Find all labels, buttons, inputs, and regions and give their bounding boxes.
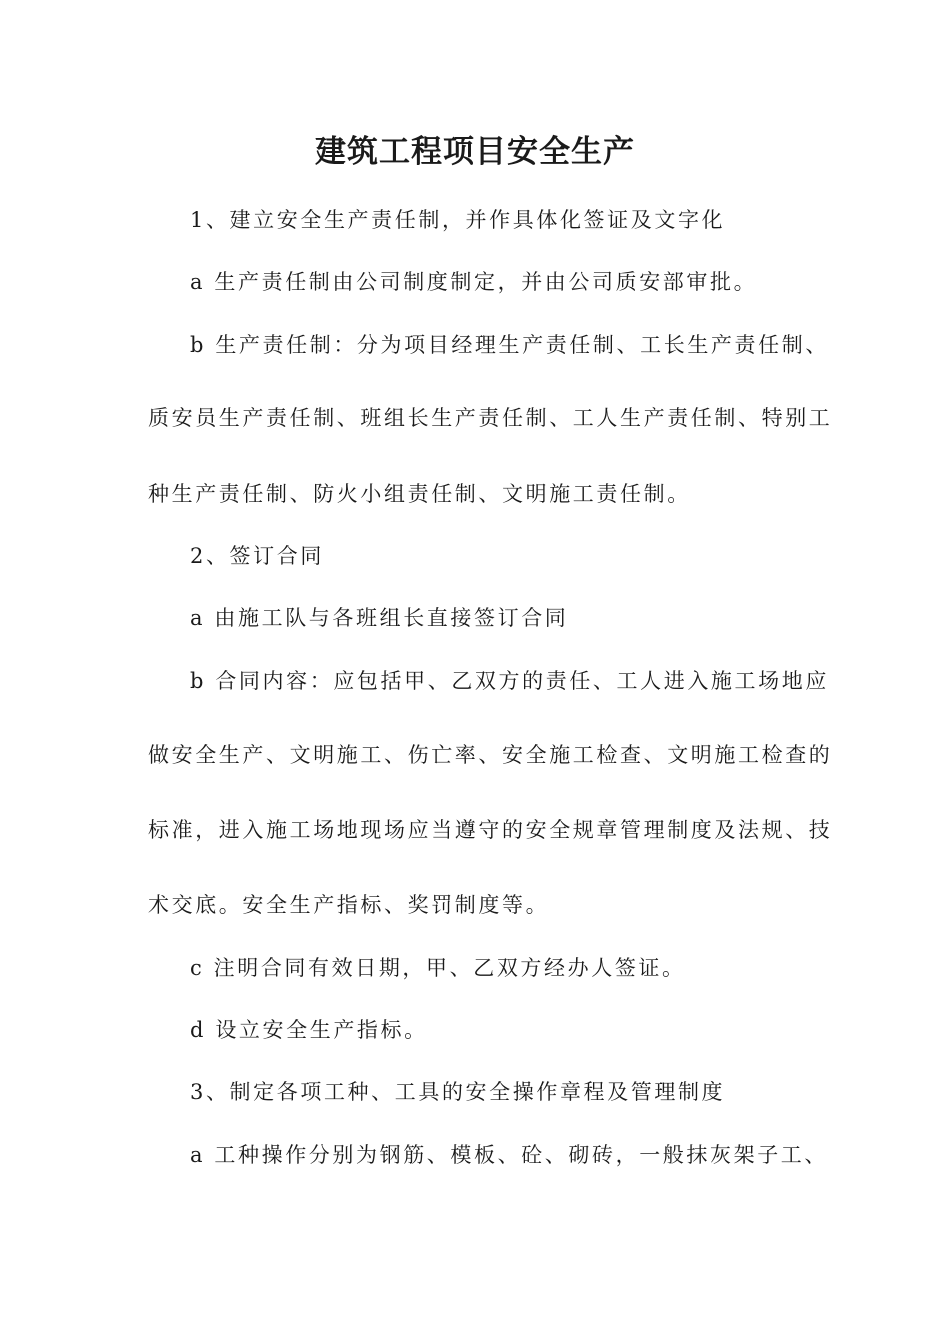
section-1-item-b-cont-2: 种生产责任制、防火小组责任制、文明施工责任制。	[148, 482, 691, 506]
section-3-heading: 3、制定各项工种、工具的安全操作章程及管理制度	[190, 1080, 726, 1104]
section-2-item-b-cont-3: 术交底。安全生产指标、奖罚制度等。	[148, 893, 550, 917]
section-1-item-a: a 生产责任制由公司制度制定，并由公司质安部审批。	[190, 270, 758, 294]
section-2-item-a: a 由施工队与各班组长直接签订合同	[190, 606, 569, 630]
section-3-item-a: a 工种操作分别为钢筋、模板、砼、砌砖，一般抹灰架子工、	[190, 1143, 828, 1167]
section-2-item-b-cont-1: 做安全生产、文明施工、伤亡率、安全施工检查、文明施工检查的	[148, 743, 833, 767]
section-1-heading: 1、建立安全生产责任制，并作具体化签证及文字化	[190, 208, 726, 232]
section-2-item-d: d 设立安全生产指标。	[190, 1018, 428, 1042]
section-2-item-c: c 注明合同有效日期，甲、乙双方经办人签证。	[190, 956, 686, 980]
section-2-item-b-cont-2: 标准，进入施工场地现场应当遵守的安全规章管理制度及法规、技	[148, 818, 833, 842]
section-1-item-b-cont-1: 质安员生产责任制、班组长生产责任制、工人生产责任制、特别工	[148, 406, 833, 430]
section-1-item-b: b 生产责任制：分为项目经理生产责任制、工长生产责任制、	[190, 333, 829, 357]
section-2-heading: 2、签订合同	[190, 544, 324, 568]
document-title: 建筑工程项目安全生产	[315, 134, 635, 170]
section-2-item-b: b 合同内容：应包括甲、乙双方的责任、工人进入施工场地应	[190, 669, 829, 693]
